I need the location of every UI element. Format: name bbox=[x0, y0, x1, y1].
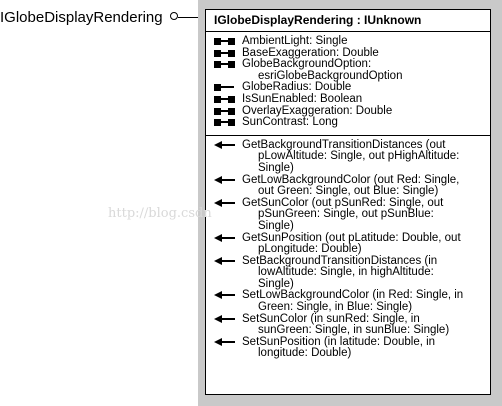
method-row bbox=[206, 337, 490, 360]
read-write-property-icon bbox=[214, 48, 242, 59]
read-write-property-icon bbox=[214, 117, 242, 128]
method-row bbox=[206, 290, 490, 313]
method-text bbox=[242, 256, 490, 291]
method-text bbox=[242, 198, 490, 233]
text-line: SetSunColor (in sunRed: Single, in bbox=[242, 312, 420, 325]
method-row bbox=[206, 198, 490, 233]
method-arrow-icon bbox=[214, 314, 242, 325]
method-text bbox=[242, 314, 490, 337]
text-line: GetSunColor (out pSunRed: Single, out bbox=[242, 196, 444, 209]
method-row bbox=[206, 256, 490, 291]
text-line: OverlayExaggeration: Double bbox=[242, 104, 393, 117]
text-line: pLowAltitude: Single, out pHighAltitude: bbox=[258, 150, 460, 163]
method-arrow-icon bbox=[214, 140, 242, 151]
property-row bbox=[206, 36, 490, 48]
read-write-property-icon bbox=[214, 94, 242, 105]
interface-box bbox=[205, 9, 491, 395]
methods-section bbox=[206, 136, 490, 362]
method-arrow-icon bbox=[214, 290, 242, 301]
property-row bbox=[206, 59, 490, 82]
method-arrow-icon bbox=[214, 337, 242, 348]
text-line: GetLowBackgroundColor (out Red: Single, bbox=[242, 173, 460, 186]
text-line: pSunGreen: Single, out pSunBlue: bbox=[258, 208, 434, 221]
interface-label: IGlobeDisplayRendering bbox=[0, 9, 163, 26]
text-line: Single) bbox=[258, 161, 294, 174]
watermark: http://blog.csdn bbox=[108, 206, 212, 221]
text-line: Single) bbox=[258, 277, 294, 290]
method-arrow-icon bbox=[214, 175, 242, 186]
method-text bbox=[242, 233, 490, 256]
lollipop-icon bbox=[170, 12, 178, 20]
text-line: SetSunPosition (in latitude: Double, in bbox=[242, 335, 436, 348]
method-row bbox=[206, 140, 490, 175]
text-line: GetBackgroundTransitionDistances (out bbox=[242, 138, 446, 151]
text-line: IsSunEnabled: Boolean bbox=[242, 92, 363, 105]
lollipop-connector bbox=[178, 17, 200, 18]
text-line: lowAltitude: Single, in highAltitude: bbox=[258, 266, 434, 279]
text-line: longitude: Double) bbox=[258, 347, 352, 360]
method-text bbox=[242, 140, 490, 175]
text-line: BaseExaggeration: Double bbox=[242, 46, 379, 59]
method-text bbox=[242, 337, 490, 360]
read-write-property-icon bbox=[214, 106, 242, 117]
text-line: GetSunPosition (out pLatitude: Double, out bbox=[242, 231, 461, 244]
text-line: sunGreen: Single, in sunBlue: Single) bbox=[258, 324, 450, 337]
read-write-property-icon bbox=[214, 59, 242, 70]
text-line: pLongitude: Double) bbox=[258, 243, 362, 256]
property-row bbox=[206, 117, 490, 129]
text-line: GlobeRadius: Double bbox=[242, 81, 352, 94]
method-row bbox=[206, 233, 490, 256]
read-write-property-icon bbox=[214, 36, 242, 47]
text-line: GlobeBackgroundOption: bbox=[242, 58, 372, 71]
text-line: out Green: Single, out Blue: Single) bbox=[258, 185, 439, 198]
read-only-property-icon bbox=[214, 82, 242, 93]
text-line: SunContrast: Long bbox=[242, 116, 338, 129]
text-line: Single) bbox=[258, 219, 294, 232]
method-text bbox=[242, 290, 490, 313]
box-title: IGlobeDisplayRendering : IUnknown bbox=[206, 10, 490, 32]
method-arrow-icon bbox=[214, 233, 242, 244]
text-line: SetBackgroundTransitionDistances (in bbox=[242, 254, 438, 267]
property-text bbox=[242, 117, 490, 129]
method-row bbox=[206, 175, 490, 198]
text-line: esriGlobeBackgroundOption bbox=[258, 69, 403, 82]
method-row bbox=[206, 314, 490, 337]
property-text bbox=[242, 94, 490, 106]
property-row bbox=[206, 94, 490, 106]
text-line: Green: Single, in Blue: Single) bbox=[258, 301, 413, 314]
property-text bbox=[242, 59, 490, 82]
properties-section bbox=[206, 32, 490, 136]
text-line: SetLowBackgroundColor (in Red: Single, in bbox=[242, 289, 464, 302]
text-line: AmbientLight: Single bbox=[242, 35, 348, 47]
property-text bbox=[242, 36, 490, 48]
method-arrow-icon bbox=[214, 198, 242, 209]
method-arrow-icon bbox=[214, 256, 242, 267]
method-text bbox=[242, 175, 490, 198]
